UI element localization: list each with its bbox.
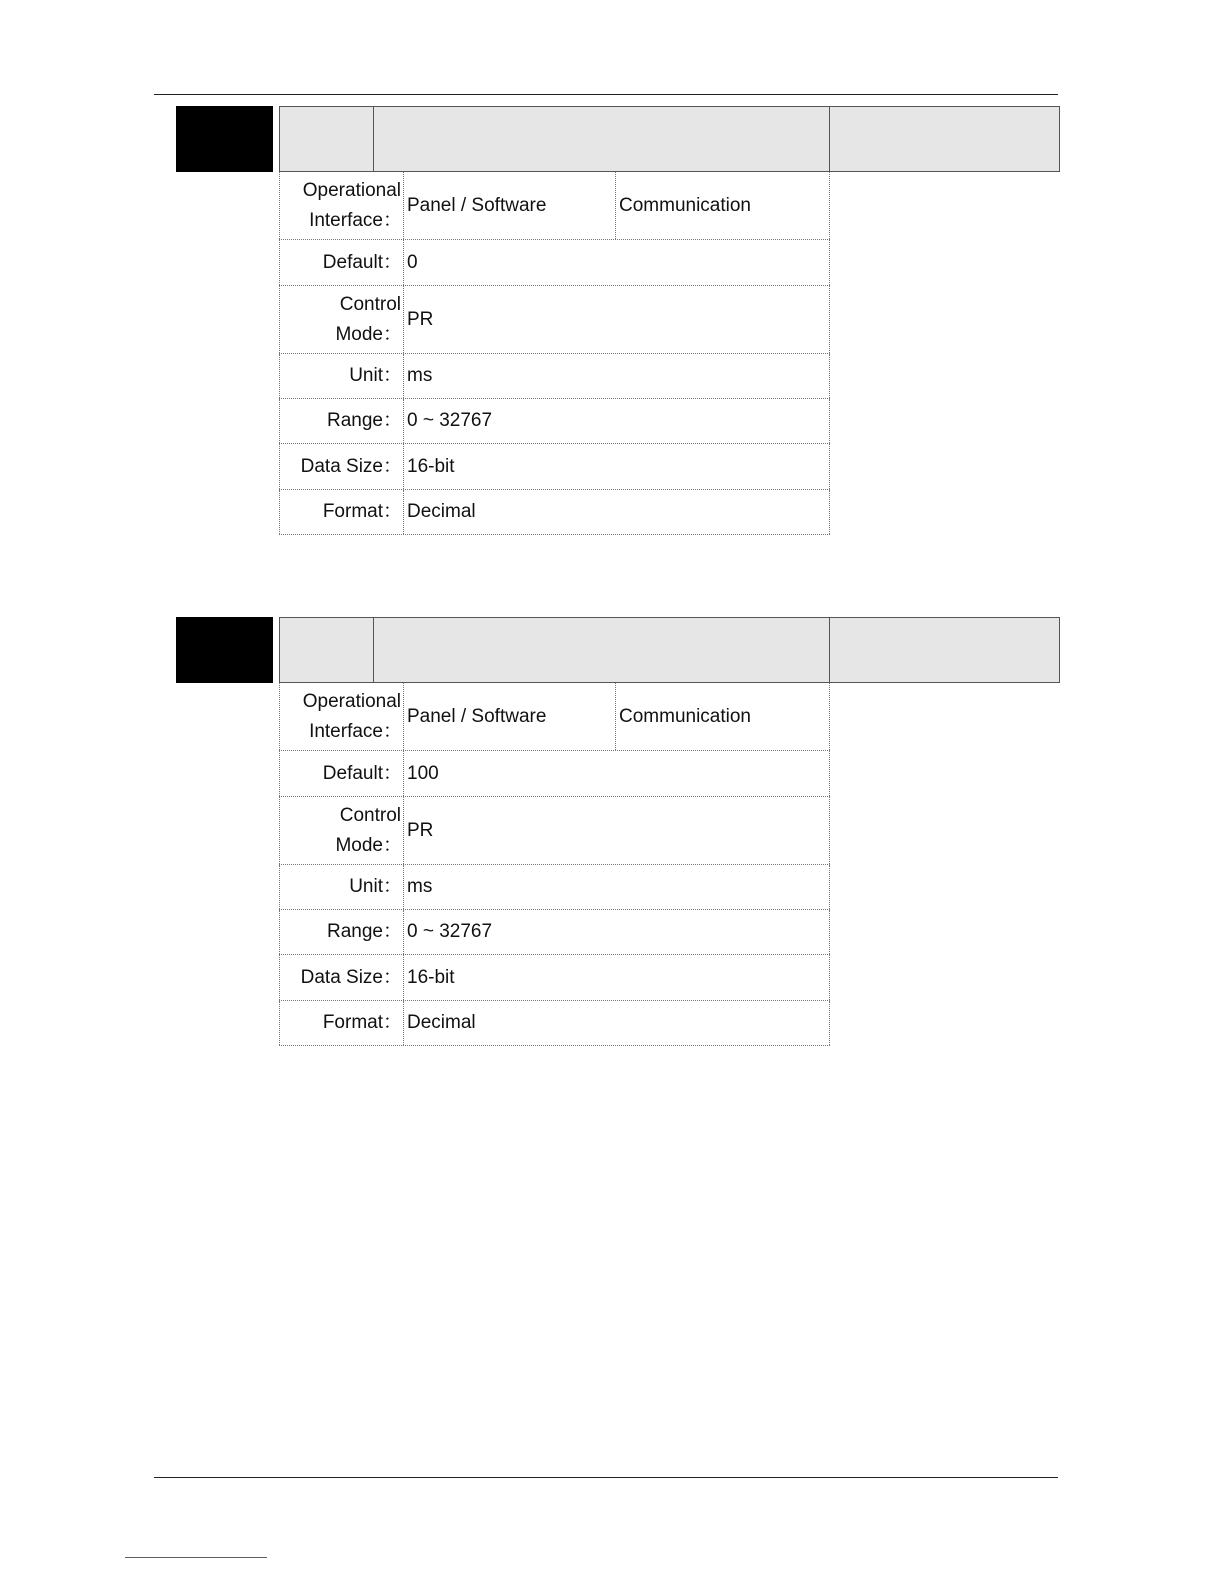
label-text: Operational — [302, 179, 401, 201]
row-label — [279, 286, 404, 353]
label-text: Control — [339, 293, 401, 315]
label-text: Range — [327, 921, 383, 942]
label-text: Format — [322, 501, 383, 522]
row-default — [279, 240, 830, 286]
label-colon: ： — [383, 251, 403, 273]
label-colon: ： — [383, 966, 403, 988]
label-text: Data Size — [300, 455, 383, 477]
row-label — [279, 399, 404, 443]
label-colon: ： — [383, 209, 403, 231]
row-value: ms — [404, 354, 830, 398]
row-label — [279, 683, 404, 750]
row-value: 16-bit — [404, 444, 830, 489]
row-label — [279, 1001, 404, 1045]
footer-link-underline[interactable] — [125, 1557, 267, 1558]
label-colon: ： — [383, 834, 403, 856]
header-cell-name — [374, 107, 830, 171]
header-cell-address — [280, 107, 374, 171]
row-value: 0 ~ 32767 — [404, 399, 830, 443]
parameter-table — [279, 683, 830, 1046]
row-label — [279, 865, 404, 909]
header-cell-name — [374, 618, 830, 682]
label-colon: ： — [383, 410, 403, 431]
label-text: Data Size — [300, 966, 383, 988]
row-value: ms — [404, 865, 830, 909]
row-label — [279, 354, 404, 398]
parameter-header — [279, 617, 1060, 683]
parameter-block-2 — [0, 617, 1224, 1057]
label-colon: ： — [383, 501, 403, 522]
row-operational-interface — [279, 683, 830, 751]
value-communication: Communication — [619, 705, 751, 727]
parameter-header — [279, 106, 1060, 172]
row-value: PR — [404, 797, 830, 864]
label-colon: ： — [383, 1012, 403, 1033]
header-cell-reference — [830, 107, 1059, 171]
row-value: 16-bit — [404, 955, 830, 1000]
row-label — [279, 910, 404, 954]
label-text: Unit — [349, 876, 383, 897]
row-value: 0 — [404, 240, 830, 285]
header-cell-reference — [830, 618, 1059, 682]
row-label — [279, 490, 404, 534]
parameter-table — [279, 172, 830, 535]
row-value: Decimal — [404, 1001, 830, 1045]
parameter-block-1 — [0, 106, 1224, 546]
row-default — [279, 751, 830, 797]
label-text: Mode — [335, 323, 383, 345]
value-panel-software: Panel / Software — [404, 683, 616, 750]
row-data-size — [279, 444, 830, 490]
label-text: Format — [322, 1012, 383, 1033]
row-control-mode — [279, 286, 830, 354]
row-range — [279, 910, 830, 955]
label-colon: ： — [383, 365, 403, 386]
label-colon: ： — [383, 921, 403, 942]
value-communication: Communication — [619, 194, 751, 216]
row-range — [279, 399, 830, 444]
label-text: Operational — [302, 690, 401, 712]
label-colon: ： — [383, 720, 403, 742]
row-operational-interface — [279, 172, 830, 240]
row-control-mode — [279, 797, 830, 865]
row-label — [279, 444, 404, 489]
row-data-size — [279, 955, 830, 1001]
value-panel-software: Panel / Software — [404, 172, 616, 239]
row-value — [404, 683, 830, 750]
row-label — [279, 240, 404, 285]
row-unit — [279, 354, 830, 399]
header-cell-address — [280, 618, 374, 682]
row-value — [404, 172, 830, 239]
label-colon: ： — [383, 455, 403, 477]
label-colon: ： — [383, 762, 403, 784]
label-text: Range — [327, 410, 383, 431]
row-label — [279, 172, 404, 239]
label-text: Unit — [349, 365, 383, 386]
parameter-id-box — [176, 617, 273, 683]
row-value: 100 — [404, 751, 830, 796]
row-label — [279, 751, 404, 796]
header-rule — [154, 94, 1058, 95]
label-text: Mode — [335, 834, 383, 856]
label-text: Interface — [309, 209, 383, 231]
row-format — [279, 1001, 830, 1046]
label-text: Interface — [309, 720, 383, 742]
label-text: Default — [322, 762, 383, 784]
parameter-id-box — [176, 106, 273, 172]
label-text: Control — [339, 804, 401, 826]
footer-rule — [154, 1477, 1058, 1478]
row-value: Decimal — [404, 490, 830, 534]
row-label — [279, 955, 404, 1000]
row-unit — [279, 865, 830, 910]
row-value: 0 ~ 32767 — [404, 910, 830, 954]
label-colon: ： — [383, 323, 403, 345]
label-text: Default — [322, 251, 383, 273]
row-value: PR — [404, 286, 830, 353]
label-colon: ： — [383, 876, 403, 897]
row-label — [279, 797, 404, 864]
row-format — [279, 490, 830, 535]
